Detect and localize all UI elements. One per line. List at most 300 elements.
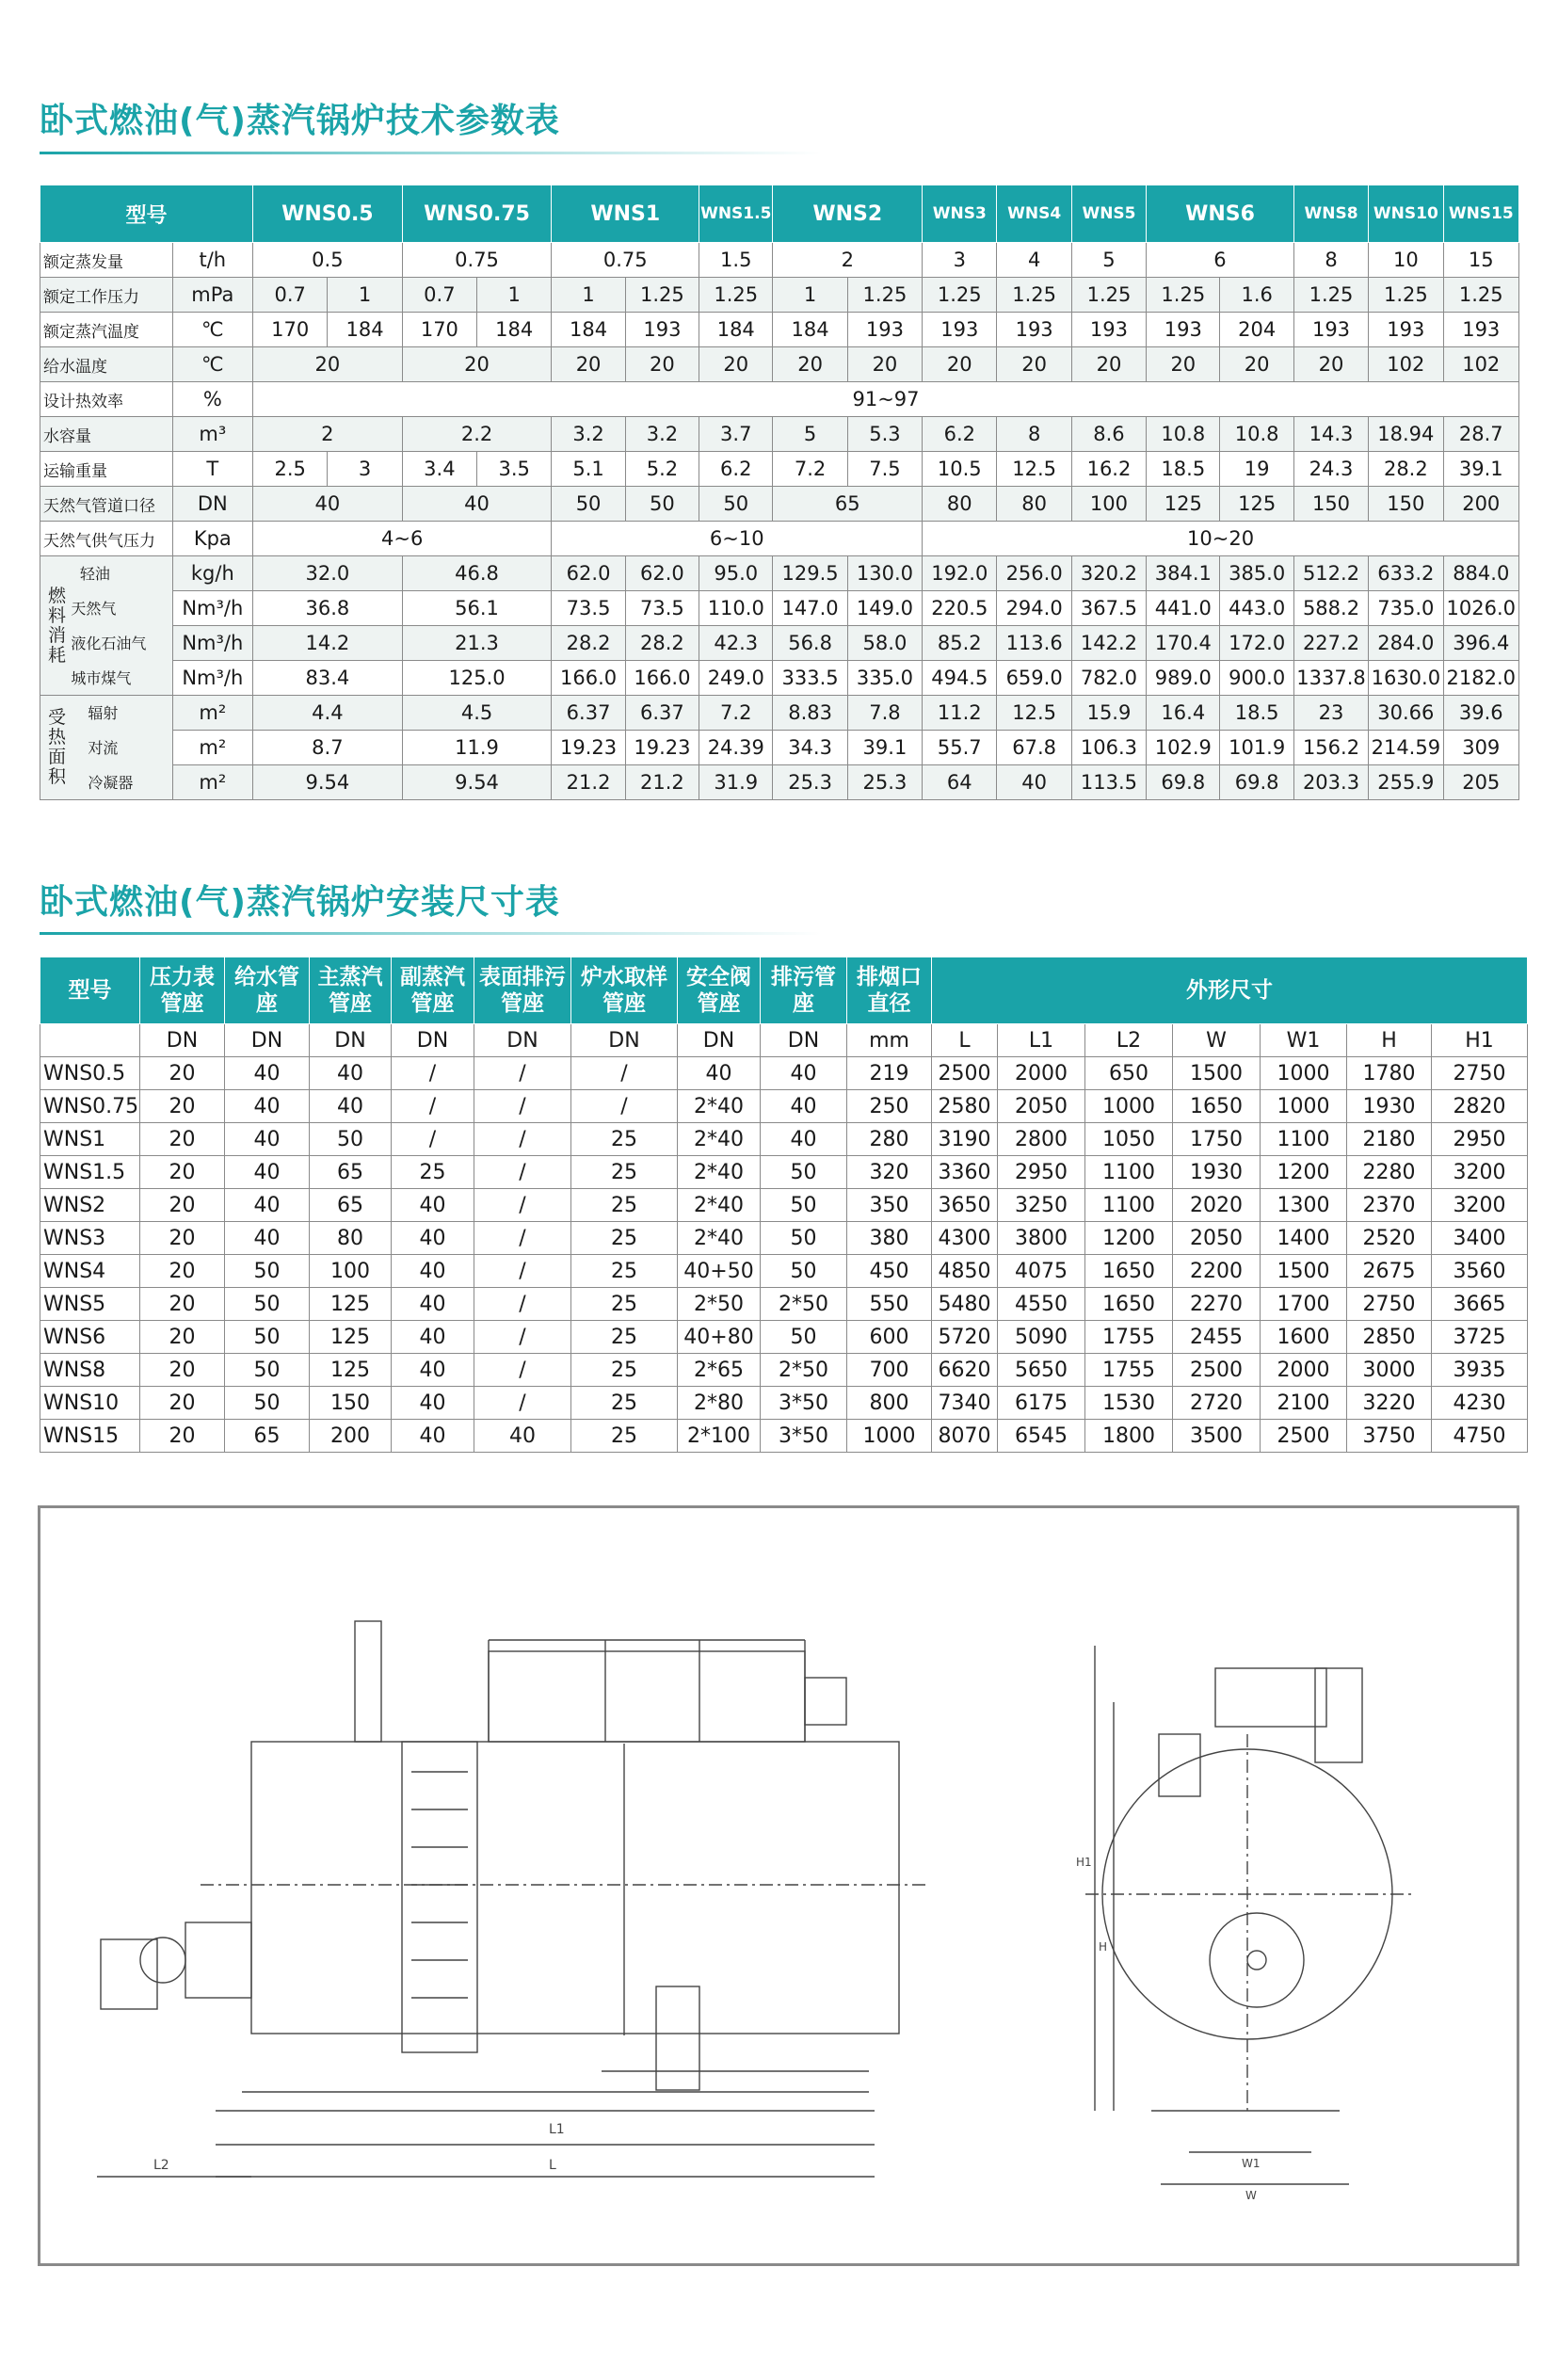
table-cell: 2182.0: [1443, 661, 1518, 696]
table-cell: 3.5: [477, 452, 552, 487]
burner-fan: [140, 1938, 185, 1983]
table-cell: 10.8: [1147, 417, 1220, 452]
table-cell: 25: [392, 1156, 474, 1189]
table-cell: 40: [225, 1189, 310, 1222]
table-cell: 1755: [1085, 1321, 1173, 1354]
table-cell: 85.2: [923, 626, 997, 661]
header-model-cell: WNS2: [773, 185, 923, 243]
table-cell: /: [392, 1090, 474, 1123]
table-cell: 3560: [1432, 1255, 1528, 1288]
table-cell: 40: [392, 1189, 474, 1222]
table-cell: 40: [474, 1420, 571, 1453]
table-cell: 39.1: [847, 731, 922, 765]
table-cell: 2.5: [253, 452, 328, 487]
table-cell: 95.0: [699, 556, 773, 591]
header-model-cell: WNS10: [1369, 185, 1443, 243]
row-unit: mPa: [172, 278, 252, 313]
table-cell: 3.2: [625, 417, 699, 452]
title-underline: [40, 152, 821, 154]
table-cell: 2*50: [761, 1354, 847, 1387]
table-cell: 2750: [1432, 1057, 1528, 1090]
row-label: 天然气: [71, 600, 117, 618]
table-cell: 20: [140, 1156, 225, 1189]
table-cell: 147.0: [773, 591, 847, 626]
table-cell: 25.3: [773, 765, 847, 800]
table-cell: 129.5: [773, 556, 847, 591]
unit-cell: DN: [140, 1024, 225, 1057]
table-cell: 5650: [998, 1354, 1085, 1387]
table-cell: 150: [1293, 487, 1368, 522]
header-model-cell: WNS8: [1293, 185, 1368, 243]
side-view: [97, 1621, 925, 2177]
unit-cell: mm: [847, 1024, 932, 1057]
table-cell: 2820: [1432, 1090, 1528, 1123]
table-cell: 40: [310, 1057, 392, 1090]
model-cell: WNS8: [40, 1354, 140, 1387]
table-cell: 50: [225, 1354, 310, 1387]
row-label: 给水温度: [40, 347, 173, 382]
table-cell: 2*50: [678, 1288, 761, 1321]
table-cell: 30.66: [1369, 696, 1443, 731]
table-cell: 40: [225, 1222, 310, 1255]
table-cell: 320: [847, 1156, 932, 1189]
row-label: 设计热效率: [40, 382, 173, 417]
table-cell: 166.0: [625, 661, 699, 696]
table-cell: 3665: [1432, 1288, 1528, 1321]
header-model-cell: WNS4: [997, 185, 1071, 243]
model-cell: WNS4: [40, 1255, 140, 1288]
table-cell: 20: [140, 1123, 225, 1156]
area-group-label: 受热面积: [40, 696, 173, 800]
table-row: [40, 1123, 1528, 1156]
table-cell: 8: [1293, 243, 1368, 278]
table-row: [40, 522, 1519, 556]
row-unit: T: [172, 452, 252, 487]
model-cell: WNS0.75: [40, 1090, 140, 1123]
table-cell: 193: [997, 313, 1071, 347]
table-cell: 2750: [1347, 1288, 1432, 1321]
table-cell: 0.7: [402, 278, 476, 313]
table-cell: 55.7: [923, 731, 997, 765]
table-cell: 100: [1071, 487, 1146, 522]
table-cell: /: [474, 1255, 571, 1288]
table-cell: 1000: [1085, 1090, 1173, 1123]
row-unit: ℃: [172, 313, 252, 347]
table-cell: 15: [1443, 243, 1518, 278]
table-cell: 6175: [998, 1387, 1085, 1420]
table-cell: 69.8: [1220, 765, 1293, 800]
row-unit: 轻油 kg/h: [172, 556, 252, 591]
table-cell: 5090: [998, 1321, 1085, 1354]
table-cell: 2520: [1347, 1222, 1432, 1255]
table-cell: 11.2: [923, 696, 997, 731]
table-cell: 20: [140, 1255, 225, 1288]
model-cell: WNS3: [40, 1222, 140, 1255]
unit-cell: DN: [571, 1024, 678, 1057]
table-cell: 2000: [998, 1057, 1085, 1090]
table-cell: 28.7: [1443, 417, 1518, 452]
table-cell: 20: [140, 1288, 225, 1321]
table-cell: 350: [847, 1189, 932, 1222]
table-cell: 6.2: [923, 417, 997, 452]
table-cell: 3: [328, 452, 402, 487]
table-cell: 2100: [1261, 1387, 1347, 1420]
table-cell: 125: [1147, 487, 1220, 522]
table-cell: 2270: [1173, 1288, 1261, 1321]
table-cell: 2200: [1173, 1255, 1261, 1288]
table-row: [40, 765, 1519, 800]
table-cell: 320.2: [1071, 556, 1146, 591]
table-cell: 1.25: [1071, 278, 1146, 313]
table-cell: 18.94: [1369, 417, 1443, 452]
table-cell: 19.23: [552, 731, 625, 765]
table-cell: 7.8: [847, 696, 922, 731]
table-cell: 20: [140, 1354, 225, 1387]
unit-cell: H: [1347, 1024, 1432, 1057]
table-cell: 40: [761, 1057, 847, 1090]
table-cell: 4~6: [253, 522, 552, 556]
table-cell: 256.0: [997, 556, 1071, 591]
table-cell: 396.4: [1443, 626, 1518, 661]
header-model-cell: WNS3: [923, 185, 997, 243]
table-cell: 192.0: [923, 556, 997, 591]
table-cell: 494.5: [923, 661, 997, 696]
table-cell: 21.2: [625, 765, 699, 800]
table-cell: 40: [392, 1321, 474, 1354]
table-cell: 633.2: [1369, 556, 1443, 591]
table-cell: 20: [140, 1189, 225, 1222]
table-cell: 40+80: [678, 1321, 761, 1354]
table-cell: 125: [310, 1288, 392, 1321]
install-header: 型号: [40, 957, 140, 1024]
table-cell: 193: [1293, 313, 1368, 347]
table-row: [40, 1222, 1528, 1255]
table-cell: 3000: [1347, 1354, 1432, 1387]
table-cell: 64: [923, 765, 997, 800]
table-cell: 0.75: [402, 243, 552, 278]
table-row: [40, 556, 1519, 591]
table-cell: 8.83: [773, 696, 847, 731]
params-title: 卧式燃油(气)蒸汽锅炉技术参数表: [40, 102, 560, 140]
unit-cell: DN: [474, 1024, 571, 1057]
table-cell: 6545: [998, 1420, 1085, 1453]
table-cell: 193: [923, 313, 997, 347]
table-cell: 441.0: [1147, 591, 1220, 626]
table-cell: 200: [1443, 487, 1518, 522]
table-cell: 7.2: [699, 696, 773, 731]
table-cell: 4750: [1432, 1420, 1528, 1453]
table-cell: 214.59: [1369, 731, 1443, 765]
table-cell: 20: [773, 347, 847, 382]
table-cell: 193: [1071, 313, 1146, 347]
table-cell: 40: [253, 487, 403, 522]
table-cell: 80: [310, 1222, 392, 1255]
row-label: 额定工作压力: [40, 278, 173, 313]
table-cell: 113.6: [997, 626, 1071, 661]
table-row: [40, 696, 1519, 731]
params-table: [40, 185, 1519, 800]
table-cell: 900.0: [1220, 661, 1293, 696]
table-cell: 20: [699, 347, 773, 382]
table-cell: 39.6: [1443, 696, 1518, 731]
table-cell: 1780: [1347, 1057, 1432, 1090]
table-cell: /: [474, 1321, 571, 1354]
unit-cell: DN: [761, 1024, 847, 1057]
table-cell: 193: [847, 313, 922, 347]
table-cell: 2370: [1347, 1189, 1432, 1222]
install-header-row: [40, 957, 1528, 1024]
table-cell: 2500: [932, 1057, 998, 1090]
table-cell: 1650: [1173, 1090, 1261, 1123]
table-cell: 1: [328, 278, 402, 313]
table-cell: 5.2: [625, 452, 699, 487]
table-cell: 50: [552, 487, 625, 522]
table-cell: 42.3: [699, 626, 773, 661]
table-row: [40, 313, 1519, 347]
table-cell: 170: [402, 313, 476, 347]
table-cell: 184: [477, 313, 552, 347]
row-label: 城市煤气: [71, 669, 132, 687]
table-cell: 10.8: [1220, 417, 1293, 452]
table-cell: 170: [253, 313, 328, 347]
install-header: 主蒸汽管座: [310, 957, 392, 1024]
table-row: [40, 661, 1519, 696]
table-cell: 0.5: [253, 243, 403, 278]
table-cell: /: [474, 1189, 571, 1222]
table-cell: 3.4: [402, 452, 476, 487]
table-row: [40, 591, 1519, 626]
table-cell: 8.6: [1071, 417, 1146, 452]
table-cell: 2*50: [761, 1288, 847, 1321]
table-cell: 125: [310, 1321, 392, 1354]
table-cell: 3: [923, 243, 997, 278]
table-cell: 1500: [1261, 1255, 1347, 1288]
table-cell: 8: [997, 417, 1071, 452]
row-unit: t/h: [172, 243, 252, 278]
table-row: [40, 1189, 1528, 1222]
table-cell: 50: [761, 1222, 847, 1255]
table-cell: 280: [847, 1123, 932, 1156]
table-cell: 203.3: [1293, 765, 1368, 800]
table-cell: 20: [923, 347, 997, 382]
ladder: [402, 1742, 477, 2052]
table-cell: 6~10: [552, 522, 923, 556]
table-cell: 3750: [1347, 1420, 1432, 1453]
table-cell: 7.2: [773, 452, 847, 487]
table-cell: /: [474, 1387, 571, 1420]
install-header: 副蒸汽管座: [392, 957, 474, 1024]
row-unit: ℃: [172, 347, 252, 382]
table-cell: 1755: [1085, 1354, 1173, 1387]
table-cell: 3935: [1432, 1354, 1528, 1387]
table-cell: 2: [253, 417, 403, 452]
table-cell: 1400: [1261, 1222, 1347, 1255]
table-cell: 4.4: [253, 696, 403, 731]
table-cell: 1050: [1085, 1123, 1173, 1156]
table-row: [40, 1321, 1528, 1354]
table-cell: 83.4: [253, 661, 403, 696]
table-cell: 20: [847, 347, 922, 382]
table-cell: 156.2: [1293, 731, 1368, 765]
dim-label: L2: [153, 2158, 169, 2173]
table-cell: 1000: [1261, 1057, 1347, 1090]
unit-cell: L2: [1085, 1024, 1173, 1057]
table-cell: 19.23: [625, 731, 699, 765]
table-cell: 20: [140, 1057, 225, 1090]
table-cell: 58.0: [847, 626, 922, 661]
table-cell: 2950: [1432, 1123, 1528, 1156]
fuel-group-label: 燃料消耗: [40, 556, 173, 696]
install-header: 安全阀管座: [678, 957, 761, 1024]
table-cell: 40: [678, 1057, 761, 1090]
table-cell: 2: [773, 243, 923, 278]
table-cell: 12.5: [997, 696, 1071, 731]
table-cell: 20: [140, 1222, 225, 1255]
table-cell: 25: [571, 1387, 678, 1420]
dim-label: H1: [1076, 1856, 1092, 1869]
table-cell: 34.3: [773, 731, 847, 765]
table-cell: 28.2: [1369, 452, 1443, 487]
table-row: [40, 1090, 1528, 1123]
row-unit: 天然气 Nm³/h: [172, 591, 252, 626]
table-row: [40, 417, 1519, 452]
install-header: 炉水取样管座: [571, 957, 678, 1024]
table-cell: 16.4: [1147, 696, 1220, 731]
unit-cell: DN: [225, 1024, 310, 1057]
table-cell: 65: [225, 1420, 310, 1453]
table-cell: 170.4: [1147, 626, 1220, 661]
table-cell: 50: [225, 1387, 310, 1420]
table-cell: 40: [392, 1420, 474, 1453]
install-header: 给水管座: [225, 957, 310, 1024]
table-cell: 20: [625, 347, 699, 382]
table-cell: 56.1: [402, 591, 552, 626]
furnace-door: [1210, 1913, 1304, 2007]
table-cell: 200: [310, 1420, 392, 1453]
table-cell: 20: [552, 347, 625, 382]
table-cell: 20: [140, 1420, 225, 1453]
table-cell: 0.7: [253, 278, 328, 313]
table-cell: 1700: [1261, 1288, 1347, 1321]
table-cell: 2*40: [678, 1156, 761, 1189]
table-cell: 5.3: [847, 417, 922, 452]
table-cell: 1.25: [1293, 278, 1368, 313]
table-cell: 73.5: [625, 591, 699, 626]
header-model: 型号: [40, 185, 253, 243]
table-cell: 3*50: [761, 1387, 847, 1420]
table-cell: 20: [1220, 347, 1293, 382]
table-cell: 102: [1443, 347, 1518, 382]
table-row: [40, 731, 1519, 765]
table-row: [40, 1057, 1528, 1090]
table-cell: /: [474, 1123, 571, 1156]
table-cell: 1530: [1085, 1387, 1173, 1420]
table-cell: 25: [571, 1288, 678, 1321]
table-cell: 20: [402, 347, 552, 382]
table-cell: 193: [1443, 313, 1518, 347]
table-cell: 3800: [998, 1222, 1085, 1255]
table-cell: 80: [923, 487, 997, 522]
model-cell: WNS0.5: [40, 1057, 140, 1090]
table-cell: 166.0: [552, 661, 625, 696]
table-cell: 335.0: [847, 661, 922, 696]
table-cell: 65: [310, 1189, 392, 1222]
table-cell: 16.2: [1071, 452, 1146, 487]
table-cell: 172.0: [1220, 626, 1293, 661]
front-box-left: [1159, 1734, 1200, 1796]
table-cell: 193: [625, 313, 699, 347]
model-cell: WNS1.5: [40, 1156, 140, 1189]
table-cell: 62.0: [625, 556, 699, 591]
unit-cell: L1: [998, 1024, 1085, 1057]
burner-housing: [101, 1939, 157, 2009]
row-label: 水容量: [40, 417, 173, 452]
table-cell: 184: [328, 313, 402, 347]
table-cell: 219: [847, 1057, 932, 1090]
unit-cell: W: [1173, 1024, 1261, 1057]
row-unit: m³: [172, 417, 252, 452]
table-cell: 2850: [1347, 1321, 1432, 1354]
header-model-cell: WNS6: [1147, 185, 1294, 243]
table-cell: 3200: [1432, 1156, 1528, 1189]
table-cell: 600: [847, 1321, 932, 1354]
table-cell: 102: [1369, 347, 1443, 382]
table-cell: 3500: [1173, 1420, 1261, 1453]
row-label: 轻油: [79, 565, 110, 583]
params-header-row: [40, 185, 1519, 243]
header-model-cell: WNS0.5: [253, 185, 403, 243]
table-cell: 3220: [1347, 1387, 1432, 1420]
table-cell: 1000: [847, 1420, 932, 1453]
row-unit: 液化石油气 Nm³/h: [172, 626, 252, 661]
table-cell: 25: [571, 1222, 678, 1255]
table-cell: 2950: [998, 1156, 1085, 1189]
table-cell: 50: [699, 487, 773, 522]
table-cell: 220.5: [923, 591, 997, 626]
table-cell: 39.1: [1443, 452, 1518, 487]
table-cell: /: [474, 1090, 571, 1123]
table-cell: 31.9: [699, 765, 773, 800]
table-cell: 3250: [998, 1189, 1085, 1222]
model-cell: WNS2: [40, 1189, 140, 1222]
table-cell: 2050: [998, 1090, 1085, 1123]
table-cell: 10.5: [923, 452, 997, 487]
table-cell: 50: [625, 487, 699, 522]
top-frame: [489, 1651, 805, 1742]
table-cell: 6620: [932, 1354, 998, 1387]
table-cell: 9.54: [402, 765, 552, 800]
table-cell: 1026.0: [1443, 591, 1518, 626]
table-cell: /: [571, 1057, 678, 1090]
install-title: 卧式燃油(气)蒸汽锅炉安装尺寸表: [40, 883, 560, 922]
table-cell: 125: [310, 1354, 392, 1387]
table-row: [40, 1420, 1528, 1453]
table-cell: 1: [773, 278, 847, 313]
install-header: 压力表管座: [140, 957, 225, 1024]
table-cell: 8070: [932, 1420, 998, 1453]
model-cell: WNS1: [40, 1123, 140, 1156]
table-cell: 20: [140, 1090, 225, 1123]
header-model-cell: WNS1: [552, 185, 699, 243]
table-cell: 91~97: [253, 382, 1519, 417]
table-cell: 1337.8: [1293, 661, 1368, 696]
table-cell: 782.0: [1071, 661, 1146, 696]
unit-cell: W1: [1261, 1024, 1347, 1057]
table-row: [40, 1288, 1528, 1321]
table-cell: 333.5: [773, 661, 847, 696]
table-cell: 40: [392, 1222, 474, 1255]
unit-cell: DN: [678, 1024, 761, 1057]
